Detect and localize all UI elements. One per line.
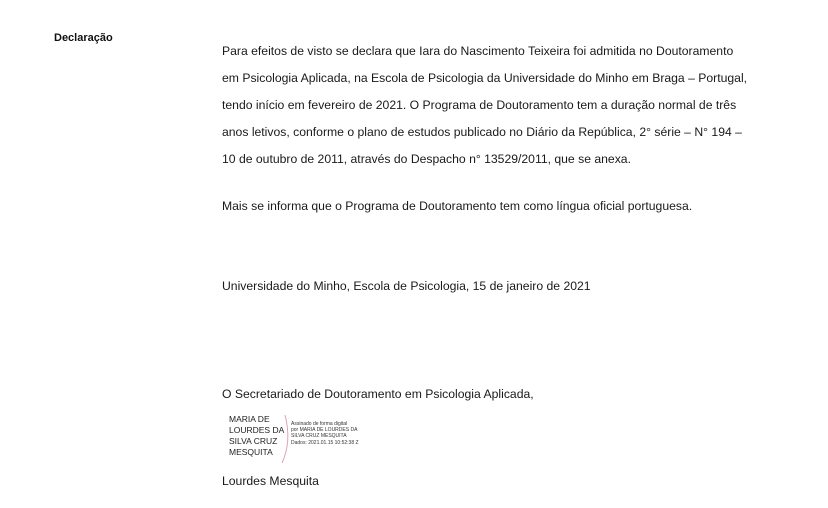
signature-detail-line-2: por MARIA DE LOURDES DA [291, 427, 358, 434]
declaration-heading: Declaração [54, 32, 113, 44]
paragraph1-line-1: Para efeitos de visto se declara que Iara do Nascimento Teixeira foi admitida no Doutoramento [222, 44, 734, 58]
signature-detail-line-4: Dados: 2021.01.15 10:52:38 Z [291, 439, 359, 446]
place-date-line: Universidade do Minho, Escola de Psicologia, 15 de janeiro de 2021 [222, 279, 591, 293]
signature-name [229, 414, 285, 458]
paragraph1-line-4: anos letivos, conforme o plano de estudos publicado no Diário da República, 2° série – N° 194 – [222, 125, 742, 139]
paragraph2: Mais se informa que o Programa de Doutoramento tem como língua oficial portuguesa. [222, 199, 693, 213]
digital-signature [227, 412, 397, 464]
signer-name: Lourdes Mesquita [222, 474, 319, 488]
closing-line: O Secretariado de Doutoramento em Psicologia Aplicada, [222, 387, 534, 401]
signature-detail-line-3: SILVA CRUZ MESQUITA [291, 433, 347, 440]
signature-detail-line-1: Assinado de forma digital [291, 421, 348, 427]
signature-name-line-2: LOURDES DA [229, 425, 285, 435]
signature-name-line-4: MESQUITA [229, 447, 273, 457]
signature-details [291, 421, 401, 446]
signature-name-line-3: SILVA CRUZ [229, 436, 278, 446]
paragraph1-line-3: tendo início em fevereiro de 2021. O Programa de Doutoramento tem a duração normal de três [222, 98, 737, 112]
paragraph1-line-2: em Psicologia Aplicada, na Escola de Psicologia da Universidade do Minho em Braga – Portugal, [222, 71, 748, 85]
paragraph1-line-5: 10 de outubro de 2011, através do Despacho n° 13529/2011, que se anexa. [222, 152, 631, 166]
signature-name-line-1: MARIA DE [229, 414, 270, 424]
